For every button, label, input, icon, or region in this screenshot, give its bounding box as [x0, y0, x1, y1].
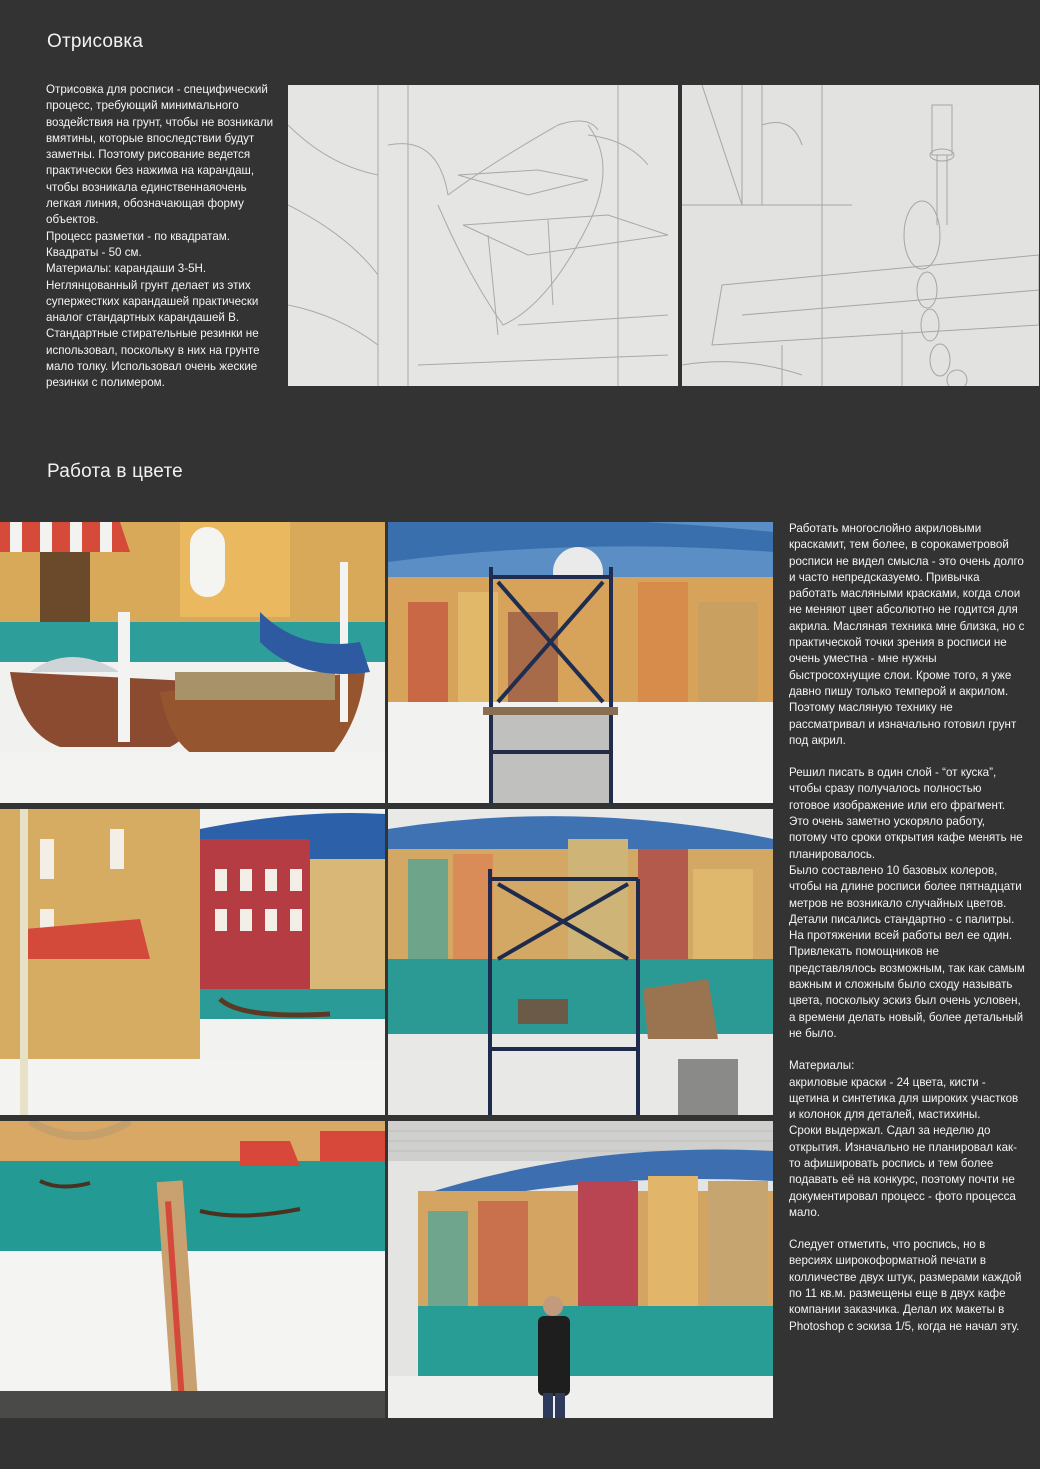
- color-work-paragraph-4: Следует отметить, что роспись, но в версиях широкоформатной печати в колличестве двух штук, размерами каждой по 11 кв.м. размещены еще в двух кафе компании заказчика. Делал их макеты в Photoshop с эскиза 1/5, когда не начал эту.: [789, 1238, 1022, 1333]
- mural-photo-red-buildings: [0, 809, 385, 1115]
- color-work-description: [789, 521, 1025, 1335]
- mural-photo-gondolas: [0, 522, 385, 803]
- color-work-paragraph-2: Решил писать в один слой - “от куска”, чтобы сразу получалось полностью готовое изображение или его фрагмент. Это очень заметно ускоряло работу, потому что сроки открытия кафе менять не планировалось. Было составлено 10 базовых колеров, чтобы на длине росписи более пятнадцати метров не возникало случайных цветов. Детали писались стандартно - с палитры. На протяжении всей работы вел ее один. Привлекать помощников не представлялось возможным, так как самым важным и сложным было сходу называть цвета, поскольку эскиз был очень условен, а времени делать новый, более детальный не было.: [789, 766, 1025, 1040]
- mural-photo-finished-artist: [388, 1121, 773, 1418]
- color-work-paragraph-1: Работать многослойно акриловыми краскамит, тем более, в сорокаметровой росписи не видел смысла - это очень долго и часто непредсказуемо. Привычка работать масляными красками, когда слои не меняют цвет абсолютно не годится для акрила. Масляная техника мне близка, но с практической точки зрения в росписи не очень уместна - мне нужны быстросохнущие слои. Кроме того, я уже давно пишу только темперой и акрилом. Поэтому масляную технику не рассматривал и изначально готовил грунт под акрил.: [789, 522, 1025, 747]
- mural-photo-scaffold-city: [388, 522, 773, 803]
- mural-photo-scaffold-canal: [388, 809, 773, 1115]
- color-work-paragraph-3: Материалы: акриловые краски - 24 цвета, кисти - щетина и синтетика для широких участков и колонок для деталей, мастихины. Сроки выдержал. Сдал за неделю до открытия. Изначально не планировал как-то афишировать роспись и тем более подавать её на конкурс, поэтому почти не документировал процесс - фото процесса мало.: [789, 1059, 1019, 1219]
- section-title-color-work: Работа в цвете: [47, 461, 183, 482]
- mural-photo-canal-lower: [0, 1121, 385, 1418]
- drawing-description-text: Отрисовка для росписи - специфический процесс, требующий минимального воздействия на грунт, чтобы не возникали вмятины, которые впоследствии будут заметны. Поэтому рисование ведется практически без нажима на карандаш, чтобы возникала единственнаяочень легкая линия, обозначающая форму объектов. Процесс разметки - по квадратам. Квадраты - 50 см. Материалы: карандаши 3-5Н. Неглянцованный грунт делает из этих супержестких карандашей практически аналог стандартных карандашей В. Стандартные стирательные резинки не использовал, поскольку в них на грунте мало толку. Использовал очень жеские резинки с полимером.: [46, 83, 274, 390]
- sketch-photo-pier: [682, 85, 1039, 386]
- section-title-drawing: Отрисовка: [47, 31, 144, 52]
- drawing-description: [46, 82, 274, 392]
- sketch-photo-gondola: [288, 85, 678, 386]
